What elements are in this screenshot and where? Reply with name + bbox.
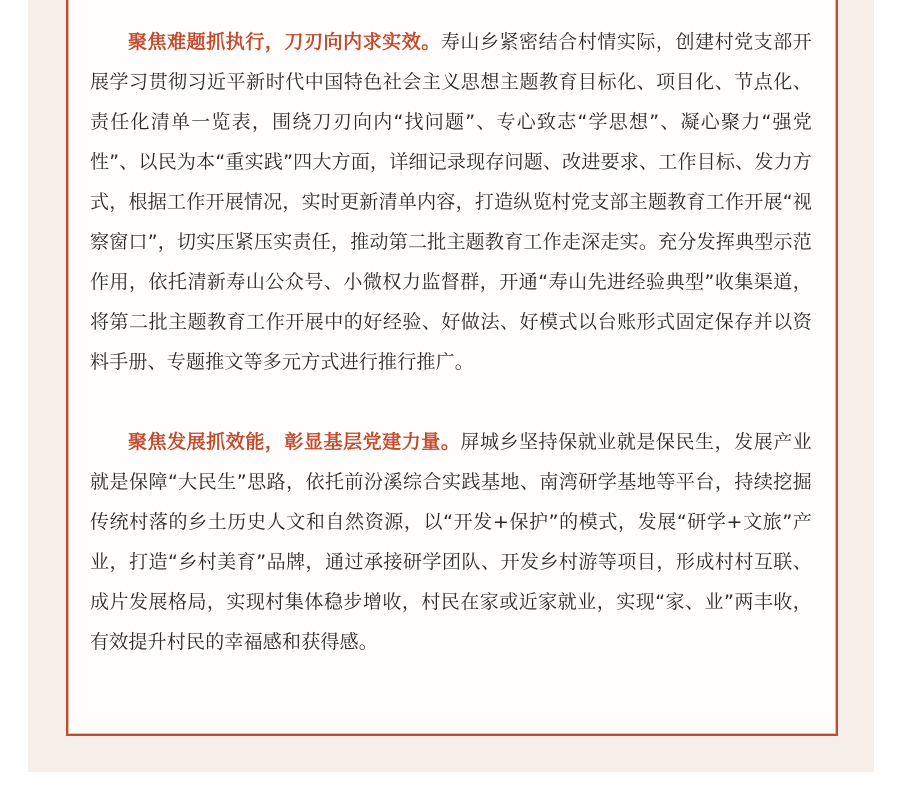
paragraph-2-body: 屏城乡坚持保就业就是保民生，发展产业就是保障“大民生”思路，依托前汾溪综合实践基地、南湾研学基地等平台，持续挖掘传统村落的乡土历史人文和自然资源，以“开发+保护”的模式，发展“研学+文旅”产业，打造“乡村美育”品牌，通过承接研学团队、开发乡村游等项目，形成村村互联、成片发展格局，实现村集体稳步增收，村民在家或近家就业，实现“家、业”两丰收，有效提升村民的幸福感和获得感。 bbox=[90, 431, 812, 653]
article-content bbox=[90, 22, 812, 662]
paragraph-2-lead: 聚焦发展抓效能，彰显基层党建力量。 bbox=[128, 431, 461, 453]
paragraph-1-lead: 聚焦难题抓执行，刀刃向内求实效。 bbox=[128, 31, 441, 53]
paragraph-1-body: 寿山乡紧密结合村情实际，创建村党支部开展学习贯彻习近平新时代中国特色社会主义思想主题教育目标化、项目化、节点化、责任化清单一览表，围绕刀刃向内“找问题”、专心致志“学思想”、凝心聚力“强党性”、以民为本“重实践”四大方面，详细记录现存问题、改进要求、工作目标、发力方式，根据工作开展情况，实时更新清单内容，打造纵览村党支部主题教育工作开展“视察窗口”，切实压紧压实责任，推动第二批主题教育工作走深走实。充分发挥典型示范作用，依托清新寿山公众号、小微权力监督群，开通“寿山先进经验典型”收集渠道，将第二批主题教育工作开展中的好经验、好做法、好模式以台账形式固定保存并以资料手册、专题推文等多元方式进行推行推广。 bbox=[90, 31, 812, 373]
paragraph-2 bbox=[90, 422, 812, 662]
paragraph-1 bbox=[90, 22, 812, 382]
